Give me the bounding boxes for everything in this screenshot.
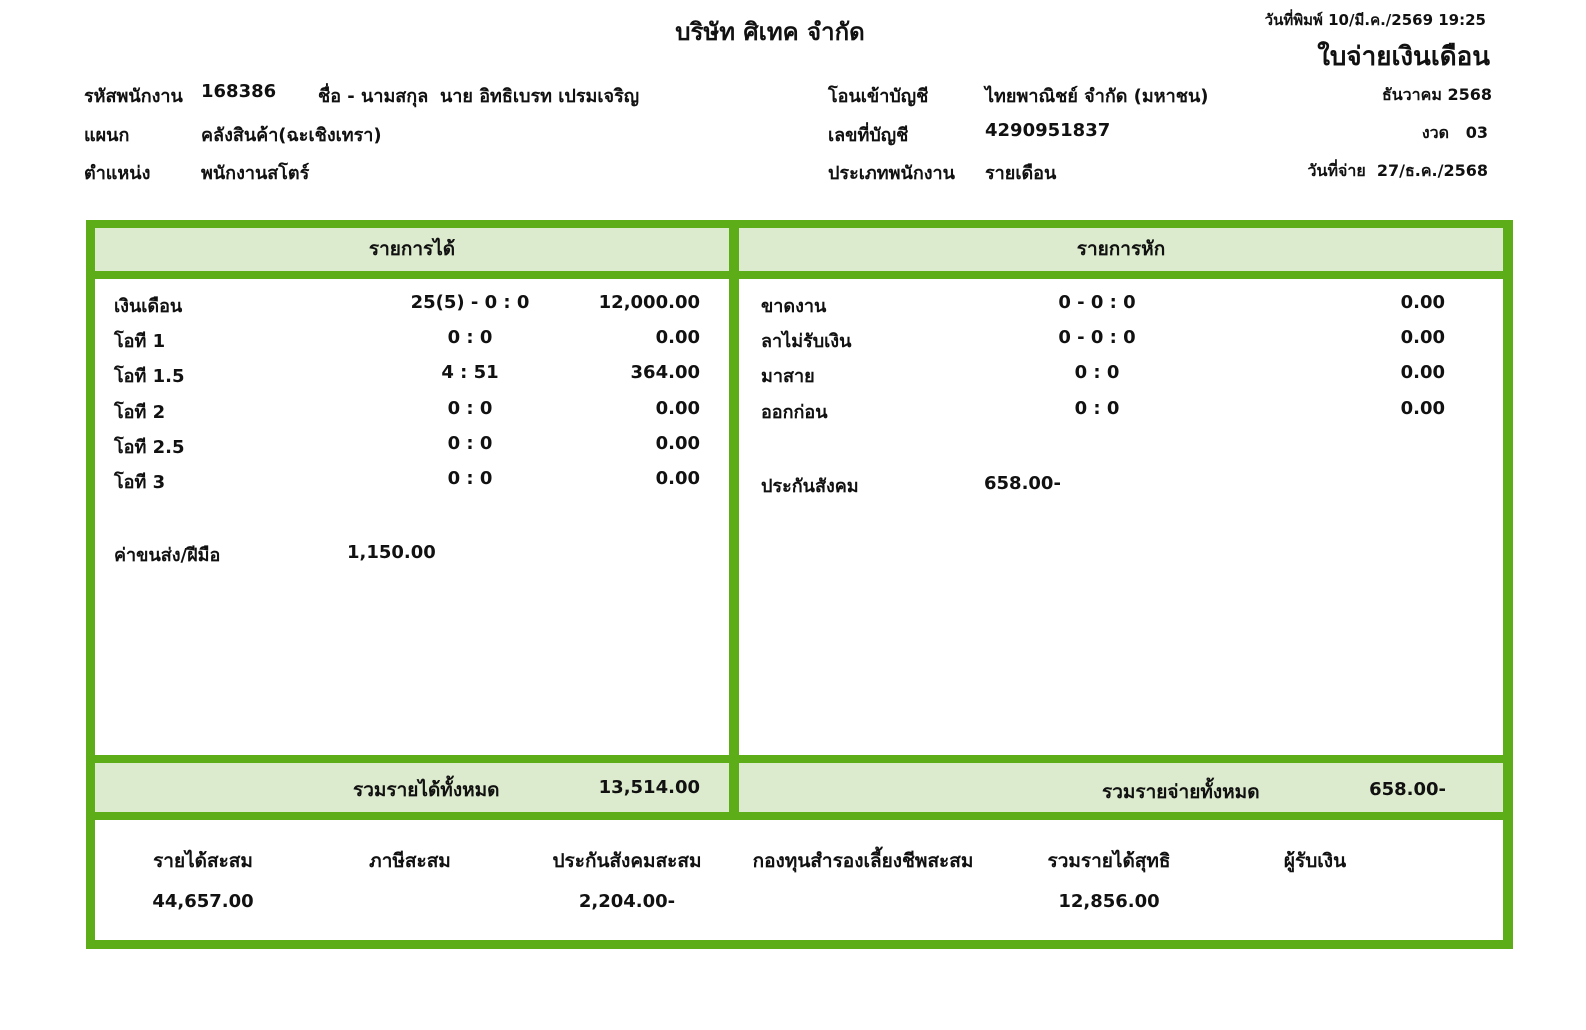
receiver-label: ผู้รับเงิน [1283,850,1347,872]
employee-id-label: รหัสพนักงาน [84,86,183,107]
social-security-label: ประกันสังคม [761,476,859,497]
social-security-value: 658.00- [984,473,1061,494]
printed-date-value: 10/มี.ค./2569 19:25 [1328,11,1486,29]
accum-income-label: รายได้สะสม [153,850,253,872]
earnings-item-qty: 0 : 0 [447,468,493,489]
installment-value: 03 [1465,123,1488,142]
bank-label: โอนเข้าบัญชี [828,86,929,107]
deductions-item-qty: 0 - 0 : 0 [1058,327,1136,349]
accum-provident-fund-label: กองทุนสำรองเลี้ยงชีพสะสม [752,850,974,872]
deductions-item-label: ลาไม่รับเงิน [761,331,852,353]
earnings-item-amount: 0.00 [655,432,700,454]
installment [1422,121,1488,146]
earnings-item-label: โอที 1.5 [114,366,185,388]
earnings-total-value: 13,514.00 [598,777,700,798]
account-label: เลขที่บัญชี [828,125,909,146]
deductions-item-amount: 0.00 [1400,362,1445,384]
department-label: แผนก [84,125,130,146]
accum-tax-label: ภาษีสะสม [369,850,451,872]
deductions-item-qty: 0 : 0 [1074,362,1120,384]
deductions-item-label: ขาดงาน [761,296,827,317]
earnings-item-amount: 0.00 [655,468,700,489]
deductions-item-qty: 0 - 0 : 0 [1058,292,1136,313]
earnings-item-qty: 25(5) - 0 : 0 [410,292,530,313]
accum-income-value: 44,657.00 [152,891,254,912]
earnings-item-qty: 0 : 0 [447,432,493,454]
deductions-item-qty: 0 : 0 [1074,397,1120,419]
earnings-item-label: โอที 3 [114,472,166,493]
printed-date-label: วันที่พิมพ์ [1264,11,1323,29]
printed-date [1265,8,1486,32]
accum-social-security-label: ประกันสังคมสะสม [552,850,702,872]
deductions-item-label: มาสาย [761,366,815,388]
pay-date [1308,159,1488,184]
employee-type-label: ประเภทพนักงาน [828,163,955,184]
earnings-item-label: โอที 2 [114,401,166,423]
employee-id: 168386 [201,81,277,102]
pay-date-label: วันที่จ่าย [1307,161,1366,180]
earnings-item-label: โอที 2.5 [114,436,185,458]
earnings-item-amount: 364.00 [630,362,700,384]
net-income-label: รวมรายได้สุทธิ [1047,850,1171,872]
transport-skill-value: 1,150.00 [347,542,436,563]
pay-date-value: 27/ธ.ค./2568 [1376,161,1488,180]
deductions-total-value: 658.00- [1369,779,1446,800]
earnings-total-bar [95,763,729,812]
department: คลังสินค้า(ฉะเชิงเทรา) [201,125,382,146]
deductions-item-amount: 0.00 [1400,327,1445,349]
deductions-header: รายการหัก [739,228,1503,271]
transport-skill-label: ค่าขนส่ง/ฝีมือ [114,545,221,566]
net-income-value: 12,856.00 [1058,891,1160,912]
earnings-body [95,279,729,755]
earnings-item-amount: 0.00 [655,327,700,349]
employee-type: รายเดือน [985,163,1057,184]
document-title: ใบจ่ายเงินเดือน [1317,42,1490,72]
account-number: 4290951837 [985,120,1111,141]
company-name: บริษัท ศิเทค จำกัด [675,18,865,46]
earnings-item-qty: 4 : 51 [441,362,499,384]
employee-name: นาย อิทธิเบรท เปรมเจริญ [440,86,640,107]
deductions-item-label: ออกก่อน [761,401,828,423]
earnings-item-label: เงินเดือน [114,296,183,317]
payslip-frame [86,220,1513,949]
deductions-body [739,279,1503,755]
deductions-total-label: รวมรายจ่ายทั้งหมด [1102,781,1260,803]
deductions-item-amount: 0.00 [1400,292,1445,313]
name-label: ชื่อ - นามสกุล [318,86,429,107]
earnings-item-amount: 0.00 [655,397,700,419]
accum-social-security-value: 2,204.00- [578,891,676,912]
earnings-item-amount: 12,000.00 [598,292,700,313]
installment-label: งวด [1421,123,1450,142]
deductions-item-amount: 0.00 [1400,397,1445,419]
earnings-item-qty: 0 : 0 [447,327,493,349]
position: พนักงานสโตร์ [201,163,310,184]
earnings-item-label: โอที 1 [114,331,166,353]
deductions-total-bar [739,763,1503,812]
earnings-header: รายการได้ [95,228,729,271]
bank-name: ไทยพาณิชย์ จำกัด (มหาชน) [985,86,1209,107]
pay-period: ธันวาคม 2568 [1381,85,1492,104]
position-label: ตำแหน่ง [84,163,151,184]
accumulated-summary [95,820,1503,940]
earnings-item-qty: 0 : 0 [447,397,493,419]
earnings-total-label: รวมรายได้ทั้งหมด [353,779,500,801]
